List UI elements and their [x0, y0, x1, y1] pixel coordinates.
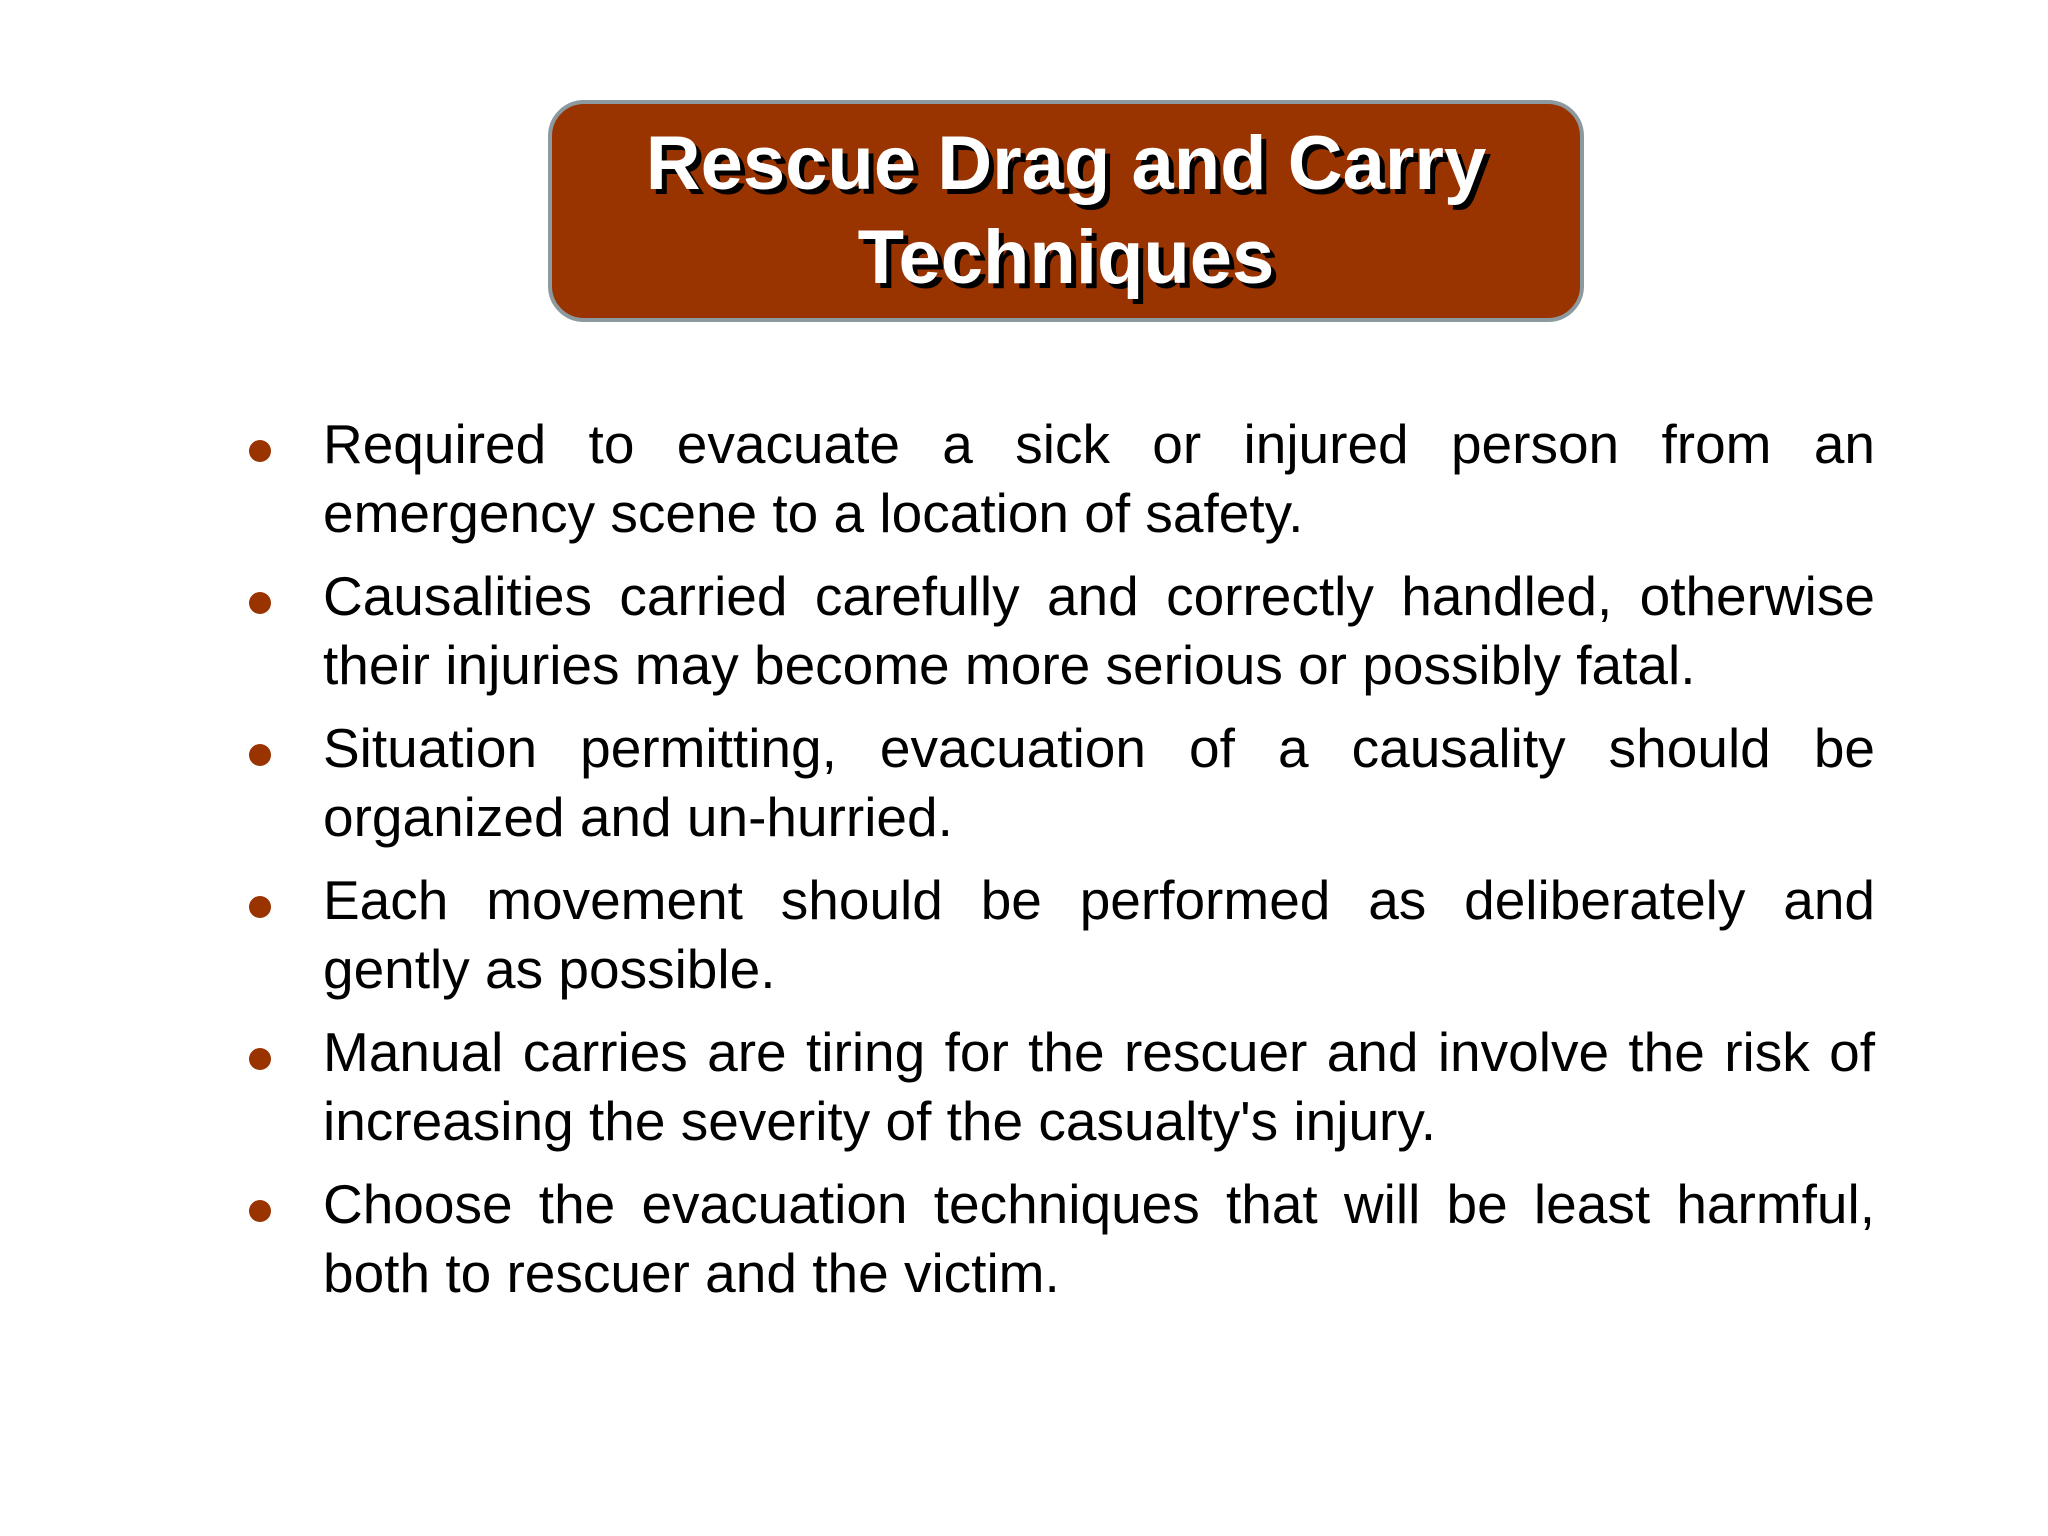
bullet-dot-icon [249, 896, 271, 918]
bullet-text: Required to evacuate a sick or injured person from an emergency scene to a location of safety. [323, 413, 1875, 544]
bullet-dot-icon [249, 744, 271, 766]
bullet-item [245, 562, 1875, 700]
bullet-list [245, 410, 1875, 1322]
bullet-item [245, 1018, 1875, 1156]
slide-title-box [548, 100, 1584, 322]
bullet-item [245, 714, 1875, 852]
bullet-text: Choose the evacuation techniques that will be least harmful, both to rescuer and the victim. [323, 1173, 1875, 1304]
bullet-text: Each movement should be performed as deliberately and gently as possible. [323, 869, 1875, 1000]
bullet-item [245, 866, 1875, 1004]
slide-title: Rescue Drag and Carry Techniques [645, 121, 1487, 300]
bullet-text: Manual carries are tiring for the rescuer and involve the risk of increasing the severity of the casualty's injury. [323, 1021, 1875, 1152]
bullet-dot-icon [249, 1200, 271, 1222]
bullet-dot-icon [249, 592, 271, 614]
bullet-item [245, 1170, 1875, 1308]
bullet-dot-icon [249, 1048, 271, 1070]
bullet-text: Causalities carried carefully and correctly handled, otherwise their injuries may become more serious or possibly fatal. [323, 565, 1875, 696]
bullet-item [245, 410, 1875, 548]
bullet-dot-icon [249, 440, 271, 462]
bullet-text: Situation permitting, evacuation of a causality should be organized and un-hurried. [323, 717, 1875, 848]
